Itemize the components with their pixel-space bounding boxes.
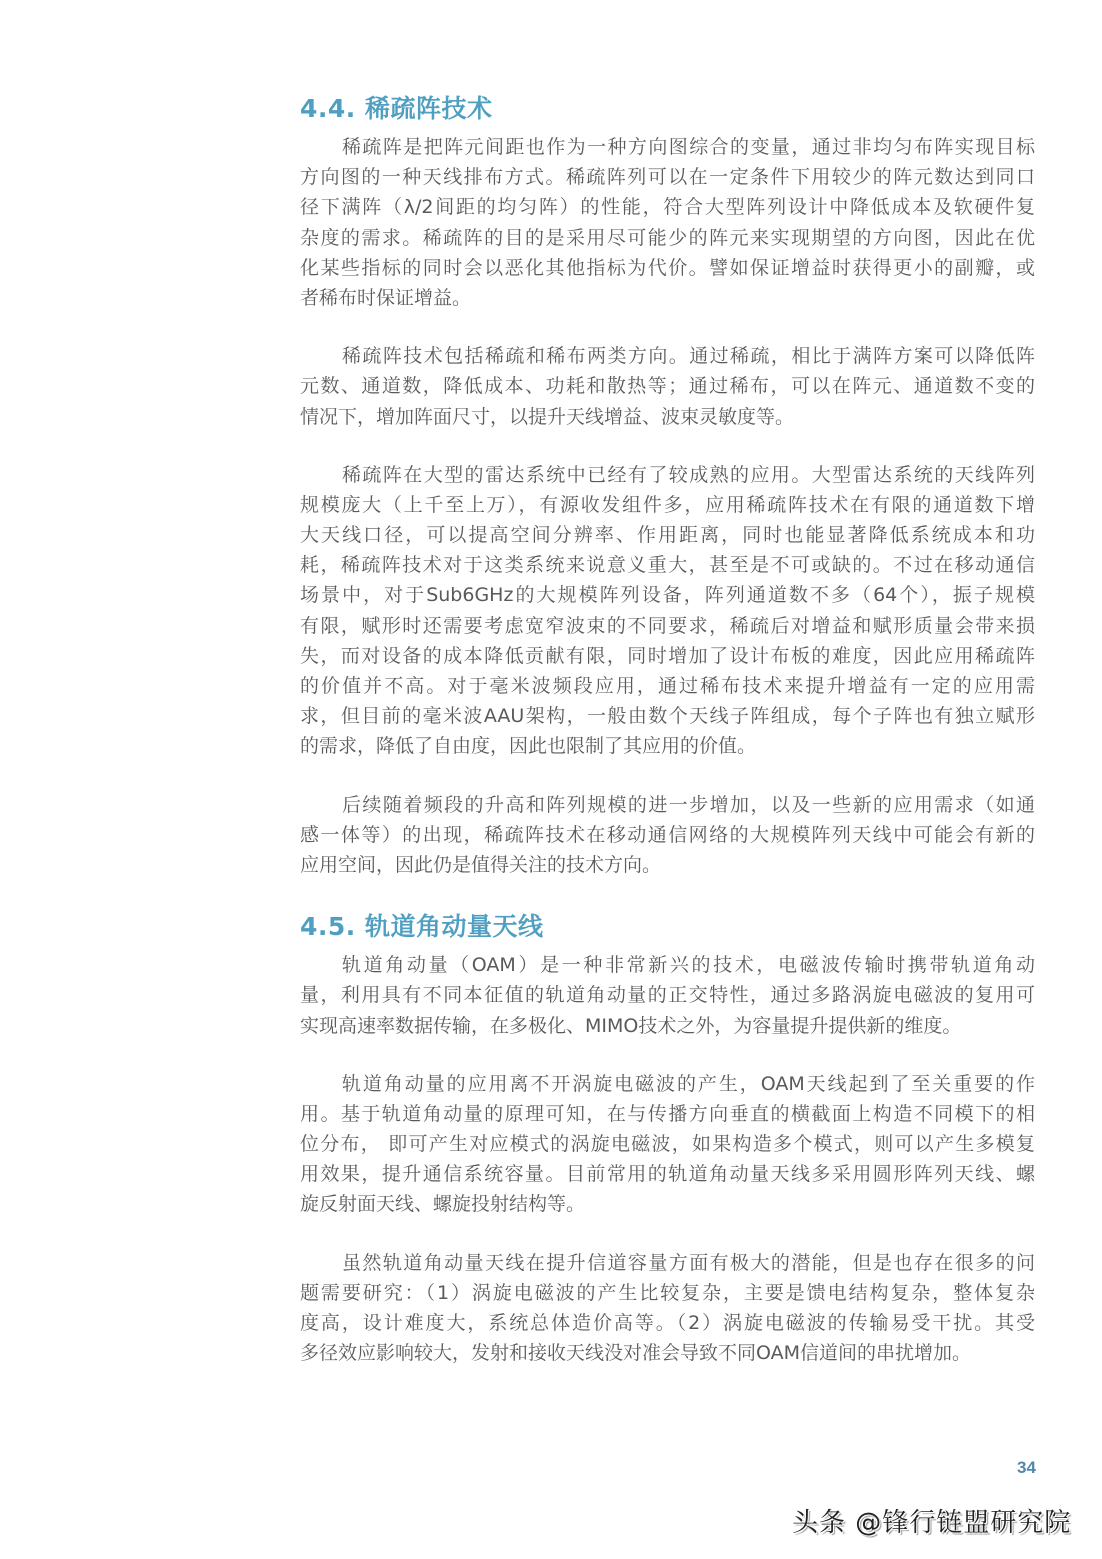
text-line: 失，而对设备的成本降低贡献有限，同时增加了设计布板的难度，因此应用稀疏阵 [300, 644, 1035, 667]
text-line: 有限，赋形时还需要考虑宽窄波束的不同要求，稀疏后对增益和赋形质量会带来损 [300, 614, 1035, 637]
text-line: 大天线口径，可以提高空间分辨率、作用距离，同时也能显著降低系统成本和功 [300, 524, 1035, 547]
text-line: 度高，设计难度大，系统总体造价高等。（2）涡旋电磁波的传输易受干扰。其受 [300, 1312, 1035, 1334]
text-line: 用。基于轨道角动量的原理可知，在与传播方向垂直的横截面上构造不同模下的相 [300, 1102, 1035, 1125]
paragraph [300, 790, 1035, 881]
text-line: 旋反射面天线、螺旋投射结构等。 [300, 1193, 586, 1216]
text-line: 量，利用具有不同本征值的轨道角动量的正交特性，通过多路涡旋电磁波的复用可 [300, 984, 1035, 1007]
text-line: 感一体等）的出现，稀疏阵技术在移动通信网络的大规模阵列天线中可能会有新的 [300, 823, 1035, 846]
paragraph [300, 1069, 1035, 1220]
section-heading: 4.5. 轨道角动量天线 [300, 912, 544, 942]
text-line: 杂度的需求。稀疏阵的目的是采用尽可能少的阵元来实现期望的方向图，因此在优 [300, 226, 1035, 249]
page-number: 34 [1017, 1458, 1036, 1477]
paragraph [300, 1248, 1035, 1369]
text-line: 的需求，降低了自由度，因此也限制了其应用的价值。 [300, 735, 757, 758]
paragraph [300, 341, 1035, 432]
text-line: 稀疏阵在大型的雷达系统中已经有了较成熟的应用。大型雷达系统的天线阵列 [342, 463, 1035, 486]
page-content [300, 90, 1035, 1396]
text-line: 元数、通道数，降低成本、功耗和散热等；通过稀布，可以在阵元、通道数不变的 [300, 375, 1035, 398]
watermark: 头条 @锋行链盟研究院 [792, 1508, 1072, 1538]
text-line: 场景中，对于Sub6GHz的大规模阵列设备，阵列通道数不多（64个），振子规模 [300, 584, 1035, 607]
text-line: 后续随着频段的升高和阵列规模的进一步增加，以及一些新的应用需求（如通 [342, 793, 1035, 816]
text-line: 稀疏阵技术包括稀疏和稀布两类方向。通过稀疏，相比于满阵方案可以降低阵 [342, 345, 1035, 368]
text-line: 多径效应影响较大，发射和接收天线没对准会导致不同OAM信道间的串扰增加。 [300, 1342, 972, 1365]
text-line: 题需要研究：（1）涡旋电磁波的产生比较复杂，主要是馈电结构复杂，整体复杂 [300, 1281, 1035, 1304]
text-line: 轨道角动量（OAM）是一种非常新兴的技术，电磁波传输时携带轨道角动 [342, 954, 1035, 977]
text-line: 情况下，增加阵面尺寸，以提升天线增益、波束灵敏度等。 [300, 405, 795, 428]
paragraph [300, 460, 1035, 762]
section-heading: 4.4. 稀疏阵技术 [300, 94, 493, 123]
text-line: 规模庞大（上千至上万），有源收发组件多，应用稀疏阵技术在有限的通道数下增 [300, 493, 1035, 516]
text-line: 求，但目前的毫米波AAU架构，一般由数个天线子阵组成，每个子阵也有独立赋形 [300, 705, 1035, 728]
text-line: 虽然轨道角动量天线在提升信道容量方面有极大的潜能，但是也存在很多的问 [342, 1251, 1035, 1274]
text-line: 轨道角动量的应用离不开涡旋电磁波的产生，OAM天线起到了至关重要的作 [342, 1072, 1035, 1095]
text-line: 位分布， 即可产生对应模式的涡旋电磁波，如果构造多个模式，则可以产生多模复 [300, 1133, 1035, 1156]
text-line: 化某些指标的同时会以恶化其他指标为代价。譬如保证增益时获得更小的副瓣，或 [300, 256, 1035, 279]
text-line: 应用空间，因此仍是值得关注的技术方向。 [300, 853, 662, 876]
text-line: 稀疏阵是把阵元间距也作为一种方向图综合的变量，通过非均匀布阵实现目标 [342, 136, 1035, 158]
text-line: 实现高速率数据传输，在多极化、MIMO技术之外，为容量提升提供新的维度。 [300, 1014, 962, 1037]
text-line: 耗，稀疏阵技术对于这类系统来说意义重大，甚至是不可或缺的。不过在移动通信 [300, 554, 1035, 577]
text-line: 者稀布时保证增益。 [300, 286, 472, 309]
text-line: 的价值并不高。对于毫米波频段应用，通过稀布技术来提升增益有一定的应用需 [300, 675, 1035, 697]
text-line: 用效果，提升通信系统容量。目前常用的轨道角动量天线多采用圆形阵列天线、螺 [300, 1163, 1035, 1186]
paragraph [300, 132, 1035, 313]
text-line: 方向图的一种天线排布方式。稀疏阵列可以在一定条件下用较少的阵元数达到同口 [300, 166, 1035, 189]
text-line: 径下满阵（λ/2间距的均匀阵）的性能，符合大型阵列设计中降低成本及软硬件复 [300, 196, 1035, 219]
paragraph [300, 950, 1035, 1041]
